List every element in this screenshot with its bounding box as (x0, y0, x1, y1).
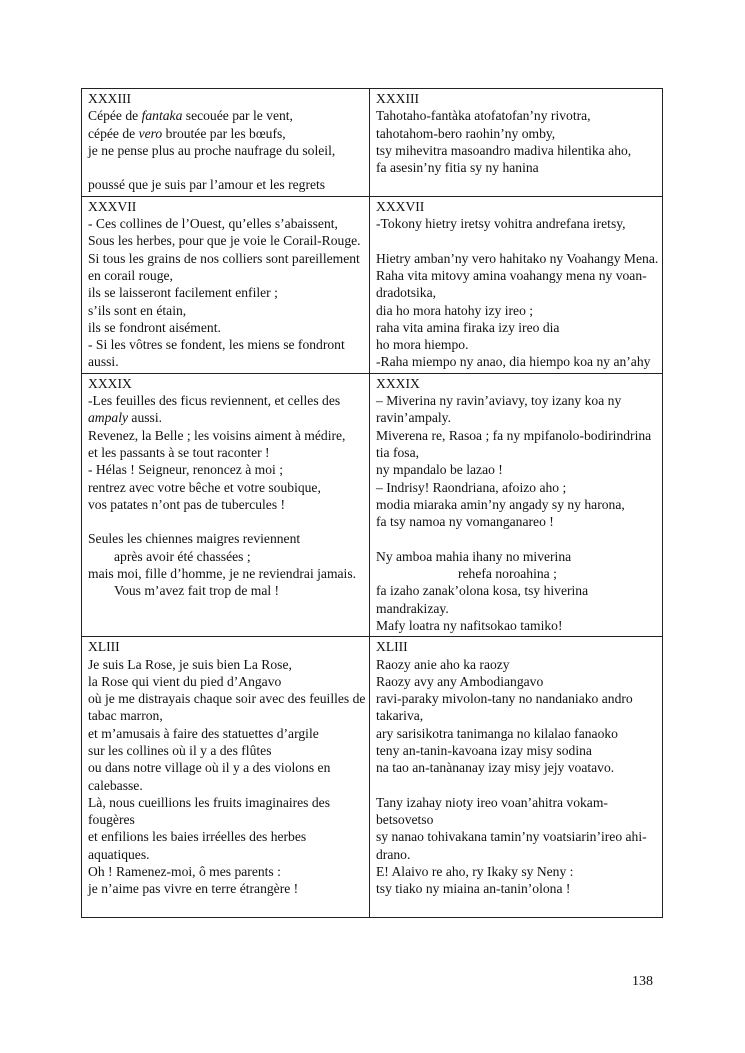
malagasy-cell (370, 196, 663, 373)
stanza-number: XXXIII (376, 91, 420, 106)
verse-line: - Si les vôtres se fondent, les miens se fondront aussi. (88, 337, 345, 370)
verse-line: tsy tiako ny miaina an-tanin’olona ! (376, 881, 571, 897)
verse-line: Mafy loatra ny nafitsokao tamiko! (376, 617, 563, 633)
verse-line (376, 777, 659, 794)
verse-line: Tany izahay nioty ireo voan’ahitra vokam-betsovetso (376, 794, 608, 828)
verse-line: raha vita amina firaka izy ireo dia (376, 319, 560, 335)
verse-line: na tao an-tanànanay izay misy jejy voatavo. (376, 760, 615, 776)
verse-line: Je suis La Rose, je suis bien La Rose, (88, 656, 292, 672)
verse-line: - Hélas ! Seigneur, renoncez à moi ; (88, 462, 283, 478)
verse-line: cépée de vero broutée par les bœufs, (88, 125, 286, 141)
malagasy-cell (370, 637, 663, 917)
verse-line: Seules les chiennes maigres reviennent (88, 531, 301, 547)
verse-line: Raozy anie aho ka raozy (376, 656, 510, 672)
verse-line: Vous m’avez fait trop de mal ! (114, 583, 280, 599)
stanza-row (82, 89, 663, 197)
verse-line: Cépée de fantaka secouée par le vent, (88, 108, 293, 124)
stanza-number: XXXIII (88, 91, 132, 106)
verse-line: rehefa noroahina ; (458, 566, 557, 582)
verse-line: mais moi, fille d’homme, je ne reviendrai jamais. (88, 566, 357, 582)
verse-line: ravi-paraky mivolon-tany no nandaniako andro takariva, (376, 691, 633, 724)
verse-line: – Miverina ny ravin’aviavy, toy izany koa ny ravin’ampaly. (376, 393, 622, 426)
verse-line: Raozy avy any Ambodiangavo (376, 673, 544, 689)
verse-line: Si tous les grains de nos colliers sont pareillement en corail rouge, (88, 250, 360, 283)
stanza-row (82, 196, 663, 373)
verse-line: fa asesin’ny fitia sy ny hanina (376, 160, 539, 176)
verse-line: ils se fondront aisément. (88, 319, 221, 335)
french-cell (82, 637, 370, 917)
verse-line (376, 530, 659, 547)
verse-line: ary sarisikotra tanimanga no kilalao fanaoko (376, 725, 618, 741)
verse-line: après avoir été chassées ; (114, 548, 251, 564)
verse-line: dia ho mora hatohy izy ireo ; (376, 302, 534, 318)
french-cell (82, 196, 370, 373)
verse-line: E! Alaivo re aho, ry Ikaky sy Neny : (376, 864, 574, 880)
verse-line: et m’amusais à faire des statuettes d’argile (88, 725, 319, 741)
verse-line: sy nanao tohivakana tamin’ny voatsiarin’ireo ahi-drano. (376, 829, 647, 862)
verse-line: je ne pense plus au proche naufrage du soleil, (88, 142, 336, 158)
poem-table-body (82, 89, 663, 918)
verse-line (88, 513, 366, 530)
verse-line: Ny amboa mahia ihany no miverina (376, 548, 572, 564)
verse-line: et enfilions les baies irréelles des herbes aquatiques. (88, 829, 307, 862)
verse-line: Là, nous cueillions les fruits imaginaires des fougères (88, 794, 330, 828)
verse-line (88, 159, 366, 176)
verse-line: et les passants à se tout raconter ! (88, 444, 270, 460)
verse-line: où je me distrayais chaque soir avec des feuilles de tabac marron, (88, 691, 366, 724)
verse-line: - Ces collines de l’Ouest, qu’elles s’abaissent, (88, 216, 338, 232)
stanza-number: XLIII (376, 639, 408, 655)
verse-line: sur les collines où il y a des flûtes (88, 742, 272, 758)
verse-line: fa tsy namoa ny vomanganareo ! (376, 514, 554, 530)
verse-line: ho mora hiempo. (376, 337, 469, 353)
verse-line: vos patates n’ont pas de tubercules ! (88, 496, 286, 512)
verse-line: -Tokony hietry iretsy vohitra andrefana iretsy, (376, 216, 626, 232)
verse-line: ou dans notre village où il y a des violons en calebasse. (88, 760, 331, 793)
stanza-number: XLIII (88, 639, 120, 655)
stanza-number: XXXIX (376, 375, 420, 391)
stanza-number: XXXVII (88, 198, 137, 214)
verse-line: la Rose qui vient du pied d’Angavo (88, 673, 282, 689)
verse-line: poussé que je suis par l’amour et les regrets (88, 177, 326, 193)
verse-line: ils se laisseront facilement enfiler ; (88, 285, 278, 301)
verse-line: modia miaraka amin’ny angady sy ny harona, (376, 496, 625, 512)
malagasy-cell (370, 89, 663, 197)
verse-line: Sous les herbes, pour que je voie le Corail-Rouge. (88, 233, 361, 249)
verse-line: Miverena re, Rasoa ; fa ny mpifanolo-bodirindrina tia fosa, (376, 427, 652, 460)
verse-line: Tahotaho-fantàka atofatofan’ny rivotra, (376, 108, 591, 124)
verse-line: -Les feuilles des ficus reviennent, et celles des ampaly aussi. (88, 393, 341, 426)
stanza-row (82, 637, 663, 917)
bilingual-poem-table (81, 88, 663, 918)
verse-line: ny mpandalo be lazao ! (376, 462, 503, 478)
french-cell (82, 89, 370, 197)
stanza-row (82, 373, 663, 636)
verse-line: Revenez, la Belle ; les voisins aiment à médire, (88, 427, 346, 443)
page-number: 138 (632, 974, 653, 989)
stanza-number: XXXIX (88, 375, 132, 391)
verse-line: rentrez avec votre bêche et votre soubique, (88, 479, 321, 495)
verse-line: tsy mihevitra masoandro madiva hilentika aho, (376, 142, 632, 158)
stanza-number: XXXVII (376, 198, 425, 214)
verse-line: Oh ! Ramenez-moi, ô mes parents : (88, 864, 281, 880)
verse-line: Hietry amban’ny vero hahitako ny Voahangy Mena. (376, 250, 659, 266)
verse-line: – Indrisy! Raondriana, afoizo aho ; (376, 479, 567, 495)
french-cell (82, 373, 370, 636)
verse-line: je n’aime pas vivre en terre étrangère ! (88, 881, 299, 897)
malagasy-cell (370, 373, 663, 636)
verse-line: s’ils sont en étain, (88, 302, 187, 318)
verse-line: -Raha miempo ny anao, dia hiempo koa ny an’ahy (376, 354, 651, 370)
verse-line: tahotahom-bero raohin’ny omby, (376, 125, 556, 141)
verse-line: teny an-tanin-kavoana izay misy sodina (376, 742, 592, 758)
verse-line: Raha vita mitovy amina voahangy mena ny voan-dradotsika, (376, 267, 647, 301)
verse-line (376, 232, 659, 249)
verse-line: fa izaho zanak’olona kosa, tsy hiverina mandrakizay. (376, 583, 589, 616)
